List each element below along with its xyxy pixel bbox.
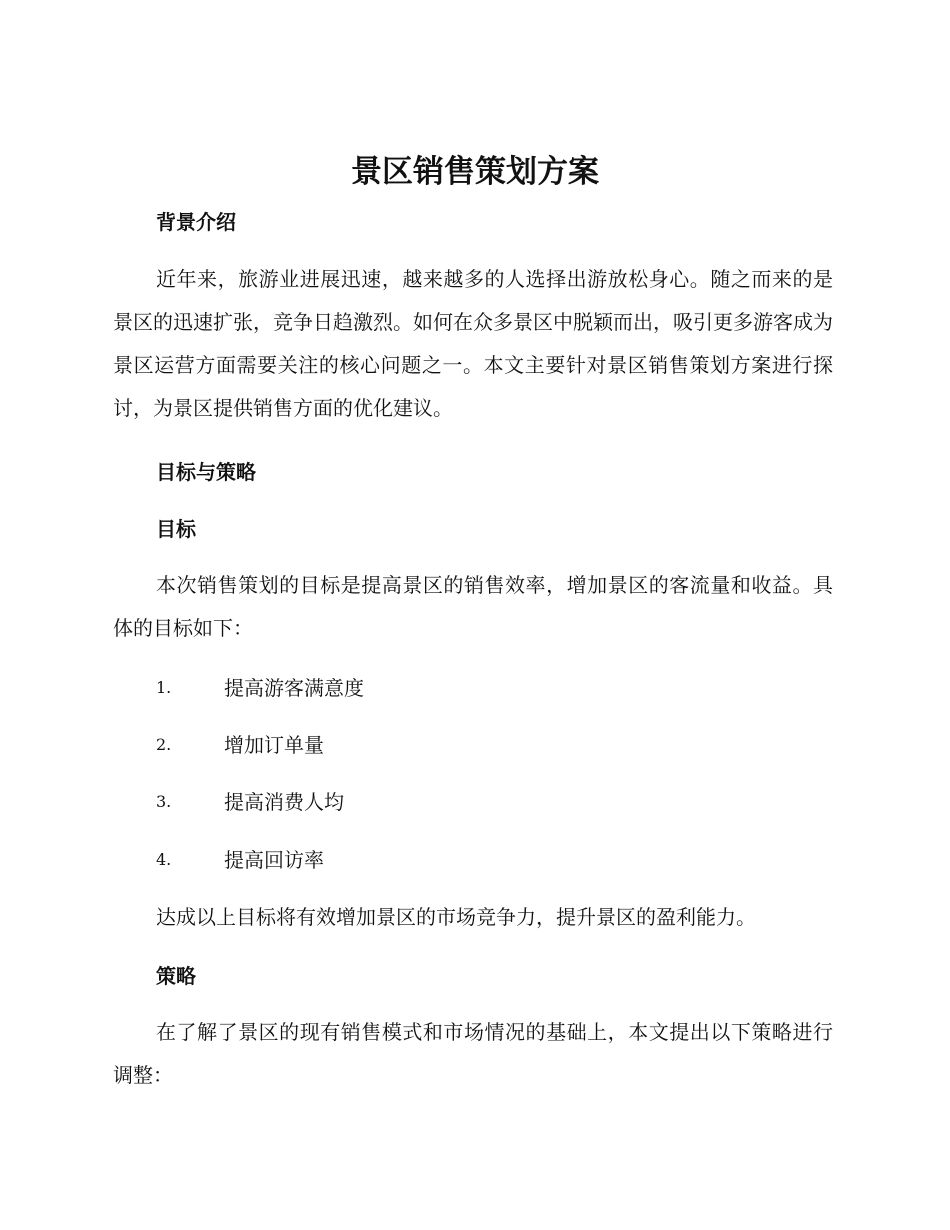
paragraph-background: 近年来，旅游业进展迅速，越来越多的人选择出游放松身心。随之而来的是景区的迅速扩张，竞争日趋激烈。如何在众多景区中脱颖而出，吸引更多游客成为景区运营方面需要关注的核心问题之一。本文主要针对景区销售策划方案进行探讨，为景区提供销售方面的优化建议。 [113,267,833,420]
list-item-text: 提高消费人均 [224,790,344,814]
heading-strategy: 策略 [156,964,196,988]
list-item-text: 增加订单量 [224,733,324,757]
heading-background: 背景介绍 [156,210,236,234]
list-item-number: 4. [156,850,172,869]
paragraph-goals-conclusion: 达成以上目标将有效增加景区的市场竞争力，提升景区的盈利能力。 [156,905,756,929]
list-item-number: 1. [156,678,172,697]
document-title: 景区销售策划方案 [351,154,599,190]
heading-goals-and-strategy: 目标与策略 [156,460,256,484]
paragraph-strategy: 在了解了景区的现有销售模式和市场情况的基础上，本文提出以下策略进行调整： [113,1020,833,1087]
list-item-text: 提高游客满意度 [224,676,364,700]
list-item-number: 3. [156,792,172,811]
list-item-number: 2. [156,735,172,754]
paragraph-goals: 本次销售策划的目标是提高景区的销售效率，增加景区的客流量和收益。具体的目标如下： [113,573,833,640]
list-item-text: 提高回访率 [224,848,324,872]
heading-goals: 目标 [156,517,196,541]
